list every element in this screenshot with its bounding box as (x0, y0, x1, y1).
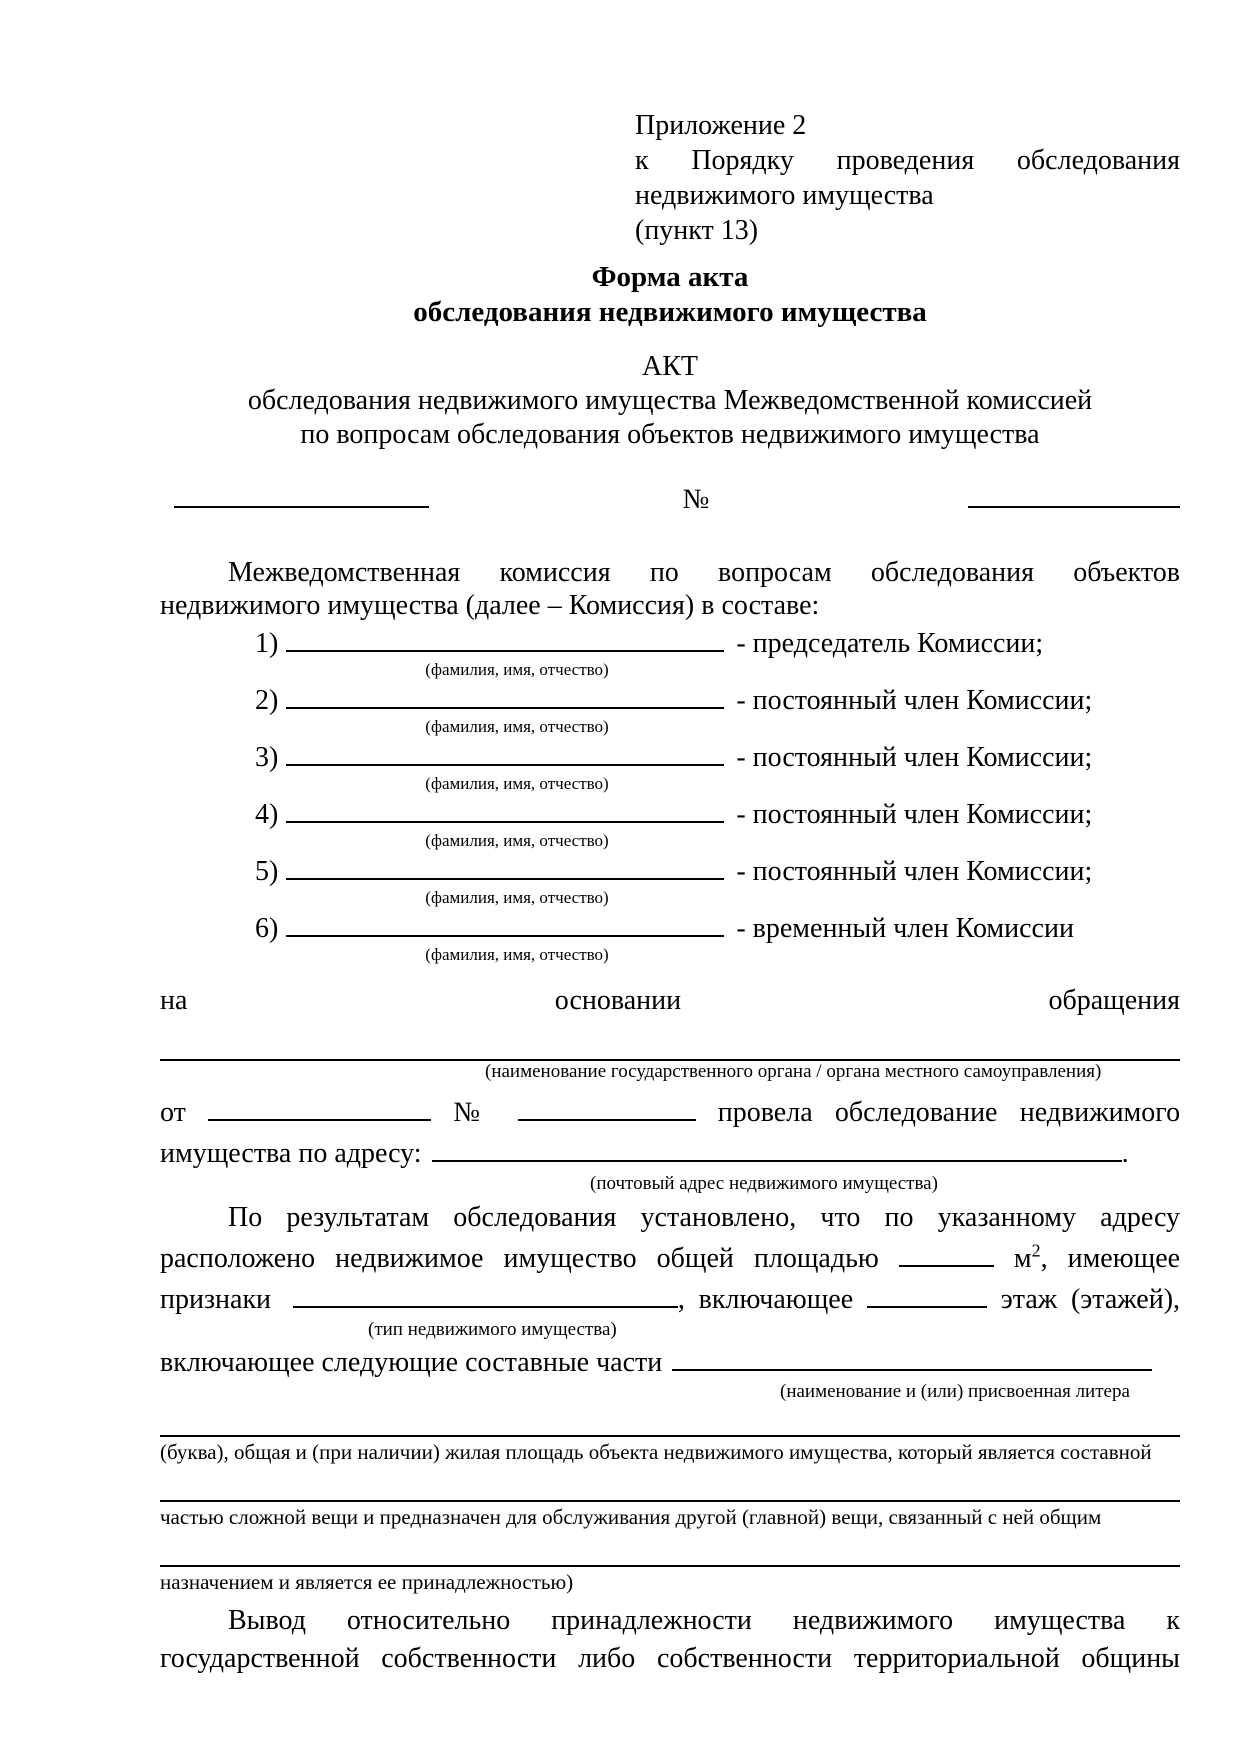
findings-word-3: имущество (503, 1243, 637, 1274)
member-role: - временный член Комиссии (736, 913, 1074, 944)
blank-member-3-name[interactable] (286, 736, 724, 766)
member-row (160, 622, 1180, 660)
inspection-line-1 (160, 1091, 1180, 1132)
blank-member-6-name[interactable] (286, 907, 724, 937)
member-caption: (фамилия, имя, отчество) (425, 888, 609, 907)
conclusion-line-2: государственной собственности либо собственности территориальной общины (160, 1643, 1180, 1674)
act-title-line-3: по вопросам обследования объектов недвижимого имущества (300, 419, 1040, 450)
intro-paragraph (160, 556, 1180, 622)
blank-property-address[interactable] (432, 1132, 1122, 1162)
footnote-line-3: назначением и является ее принадлежностью) (160, 1570, 574, 1594)
components-label: включающее следующие составные части (160, 1347, 663, 1378)
blank-components[interactable] (672, 1341, 1152, 1371)
member-row (160, 907, 1180, 945)
form-title (160, 260, 1180, 330)
address-caption: (почтовый адрес недвижимого имущества) (590, 1173, 938, 1194)
basis-word-3: обращения (1048, 985, 1180, 1016)
member-item (160, 793, 1180, 850)
inspection-word-3: недвижимого (1019, 1097, 1181, 1128)
act-number-row (160, 478, 1180, 522)
findings-line-1: По результатам обследования установлено, что по указанному адресу (228, 1202, 1180, 1233)
area-unit-letter: м (1013, 1243, 1032, 1274)
act-number-group (683, 484, 1180, 515)
blank-member-2-name[interactable] (286, 679, 724, 709)
type-label: признаки (160, 1284, 272, 1315)
blank-member-5-name[interactable] (286, 850, 724, 880)
annex-line-3: недвижимого имущества (635, 180, 934, 211)
findings-word-6: имеющее (1067, 1243, 1181, 1274)
member-item (160, 850, 1180, 907)
annex-line-4: (пункт 13) (635, 215, 759, 246)
blank-member-4-name[interactable] (286, 793, 724, 823)
member-role: - постоянный член Комиссии; (736, 685, 1093, 716)
annex-reference-block (635, 108, 1180, 248)
property-type-caption: (тип недвижимого имущества) (368, 1319, 617, 1340)
blank-components-extra-3[interactable] (160, 1549, 1180, 1567)
type-blank-group (285, 1284, 853, 1315)
member-number: 2) (255, 685, 279, 716)
findings-word-1: расположено (160, 1243, 316, 1274)
blank-property-type[interactable] (293, 1278, 678, 1308)
member-number: 3) (255, 742, 279, 773)
member-number: 1) (255, 628, 279, 659)
blank-member-1-name[interactable] (286, 622, 724, 652)
basis-word-2: основании (554, 985, 682, 1016)
address-period: . (1121, 1138, 1129, 1169)
members-list (160, 622, 1180, 964)
conclusion-line-1: Вывод относительно принадлежности недвижимого имущества к (228, 1605, 1180, 1636)
member-role: - постоянный член Комиссии; (736, 856, 1093, 887)
act-title-line-2: обследования недвижимого имущества Межведомственной комиссией (247, 385, 1093, 416)
act-title (160, 350, 1180, 452)
basis-org-caption: (наименование государственного органа / органа местного самоуправления) (485, 1061, 1102, 1082)
member-item (160, 679, 1180, 736)
blank-components-extra-2[interactable] (160, 1484, 1180, 1502)
findings-line-3 (160, 1278, 1180, 1319)
member-row (160, 736, 1180, 774)
findings-paragraph (160, 1199, 1180, 1341)
footnote-line-2: частью сложной вещи и предназначен для обслуживания другой (главной) вещи, связанный с ней общим (160, 1505, 1102, 1529)
member-row (160, 793, 1180, 831)
basis-line (160, 984, 1180, 1017)
form-title-line-1: Форма акта (591, 261, 749, 293)
blank-floor-count[interactable] (867, 1278, 987, 1308)
blank-request-number[interactable] (518, 1091, 696, 1121)
components-caption: (наименование и (или) присвоенная литера (780, 1381, 1130, 1402)
findings-line-2 (160, 1237, 1180, 1278)
blank-act-date[interactable] (174, 478, 429, 508)
findings-mid-text: , включающее (677, 1284, 854, 1315)
blank-act-number[interactable] (968, 478, 1180, 508)
member-number: 5) (255, 856, 279, 887)
member-caption: (фамилия, имя, отчество) (425, 774, 609, 793)
member-row (160, 850, 1180, 888)
member-number: 6) (255, 913, 279, 944)
basis-word-1: на (160, 985, 188, 1016)
form-title-line-2: обследования недвижимого имущества (413, 296, 927, 328)
findings-word-5: площадью (753, 1243, 879, 1274)
member-caption: (фамилия, имя, отчество) (425, 717, 609, 736)
blank-from-date[interactable] (208, 1091, 431, 1121)
area-unit-superscript: 2 (1031, 1240, 1041, 1261)
components-line (160, 1341, 1180, 1381)
member-row (160, 679, 1180, 717)
annex-line-1: Приложение 2 (635, 110, 807, 141)
member-item (160, 622, 1180, 679)
footnote-line-1: (буква), общая и (при наличии) жилая площадь объекта недвижимого имущества, который является составной (160, 1440, 1152, 1464)
member-caption: (фамилия, имя, отчество) (425, 945, 609, 964)
intro-line-1: Межведомственная комиссия по вопросам обследования объектов (228, 557, 1180, 588)
intro-line-2: недвижимого имущества (далее – Комиссия) в составе: (160, 590, 820, 621)
address-label: имущества по адресу: (160, 1138, 422, 1169)
number-sign: № (682, 484, 956, 515)
member-caption: (фамилия, имя, отчество) (425, 660, 609, 679)
blank-total-area[interactable] (899, 1237, 994, 1267)
blank-components-extra-1[interactable] (160, 1419, 1180, 1437)
findings-suffix-text: этаж (этажей), (1000, 1284, 1181, 1315)
act-title-line-1: АКТ (642, 351, 698, 382)
annex-line-2: к Порядку проведения обследования (635, 145, 1180, 176)
inspection-word-1: провела (717, 1097, 813, 1128)
inspection-line-2 (160, 1132, 1180, 1173)
member-role: - председатель Комиссии; (736, 628, 1044, 659)
area-unit-comma: , (1040, 1243, 1048, 1274)
findings-word-2: недвижимое (335, 1243, 484, 1274)
area-unit (1013, 1240, 1048, 1274)
member-item (160, 736, 1180, 793)
member-item (160, 907, 1180, 964)
from-label: от (160, 1097, 186, 1128)
inspection-word-2: обследование (834, 1097, 998, 1128)
member-role: - постоянный член Комиссии; (736, 742, 1093, 773)
findings-word-4: общей (656, 1243, 734, 1274)
conclusion-paragraph (160, 1602, 1180, 1678)
member-number: 4) (255, 799, 279, 830)
member-caption: (фамилия, имя, отчество) (425, 831, 609, 850)
blank-basis-org-line[interactable] (160, 1031, 1180, 1061)
request-number-sign: № (453, 1097, 496, 1128)
member-role: - постоянный член Комиссии; (736, 799, 1093, 830)
